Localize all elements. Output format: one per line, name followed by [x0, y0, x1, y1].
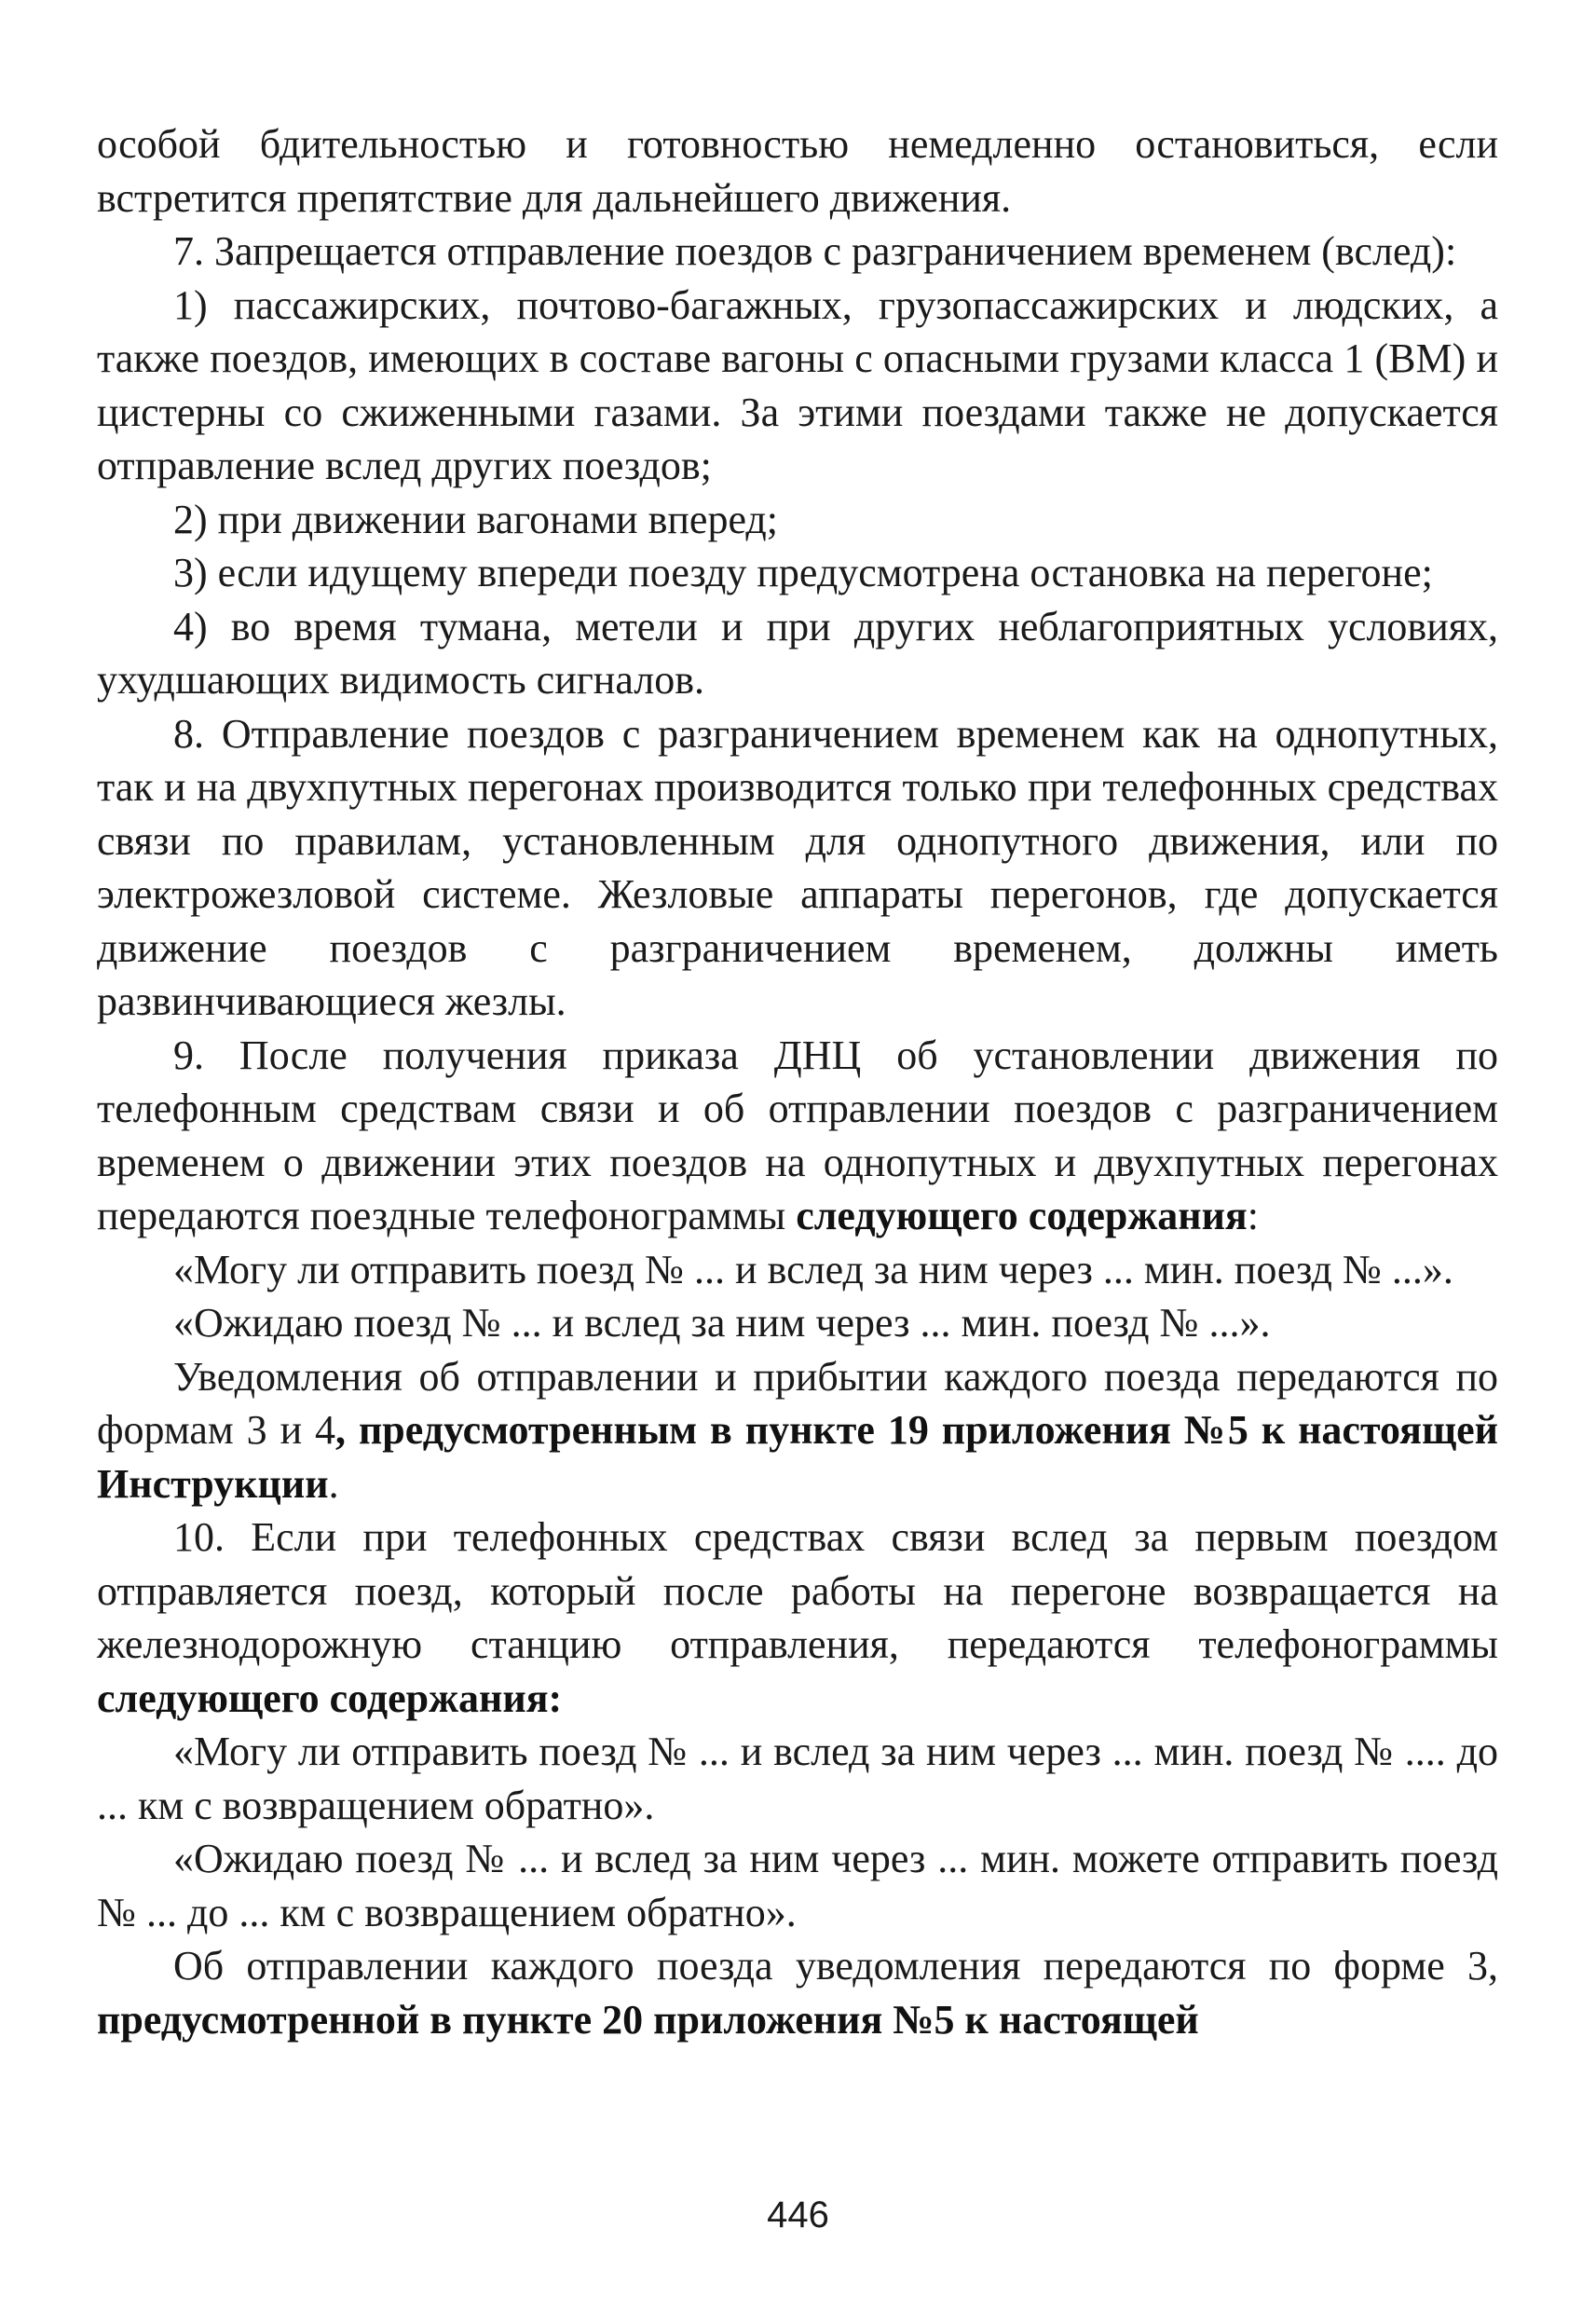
- paragraph: [97, 1939, 1498, 2046]
- paragraph: [97, 225, 1498, 279]
- bold-text-segment: следующего содержания: [796, 1193, 1248, 1238]
- paragraph: [97, 546, 1498, 600]
- text-segment: .: [328, 1460, 339, 1507]
- bold-text-segment: предусмотренной в пункте 20 приложения №5 к настоящей: [97, 1996, 1199, 2043]
- paragraph: [97, 600, 1498, 707]
- paragraph: [97, 1725, 1498, 1832]
- paragraph: [97, 1510, 1498, 1725]
- text-segment: Об отправлении каждого поезда уведомления передаются по форме 3,: [173, 1943, 1498, 1989]
- paragraph: [97, 1350, 1498, 1511]
- paragraph: [97, 1029, 1498, 1243]
- text-segment: 9. После получения приказа ДНЦ об установлении движения по телефонным средствам связи и об отправлении поездов с разграничением временем о движении этих поездов на однопутных и двухпутных перегонах передаются поездные телефонограммы: [97, 1032, 1498, 1238]
- text-segment: 3) если идущему впереди поезду предусмотрена остановка на перегоне;: [173, 550, 1433, 595]
- bold-text-segment: , предусмотренным в пункте 19 приложения №5 к настоящей Инструкции: [97, 1407, 1498, 1507]
- text-segment: 1) пассажирских, почтово-багажных, грузопассажирских и людских, а также поездов, имеющих в составе вагоны с опасными грузами класса 1 (ВМ) и цистерны со сжиженными газами. За этими поездами также не допускается отправление вслед других поездов;: [97, 281, 1498, 488]
- paragraph: [97, 707, 1498, 1029]
- text-segment: «Ожидаю поезд № ... и вслед за ним через ... мин. можете отправить поезд № ... до ... км с возвращением обратно».: [97, 1836, 1498, 1935]
- text-segment: 8. Отправление поездов с разграничением временем как на однопутных, так и на двухпутных перегонах производится только при телефонных средствах связи по правилам, установленным для однопутного движения, или по электрожезловой системе. Жезловые аппараты перегонов, где допускается движение поездов с разграничением временем, должны иметь развинчивающиеся жезлы.: [97, 710, 1498, 1024]
- text-segment: «Ожидаю поезд № ... и вслед за ним через ... мин. поезд № ...».: [173, 1300, 1271, 1346]
- paragraph: [97, 117, 1498, 225]
- page-number: 446: [767, 2194, 829, 2235]
- bold-text-segment: следующего содержания:: [97, 1674, 563, 1721]
- text-segment: 7. Запрещается отправление поездов с разграничением временем (вслед):: [173, 228, 1457, 274]
- paragraph: [97, 1832, 1498, 1939]
- text-segment: Уведомления об отправлении и прибытии каждого поезда передаются по формам 3 и 4: [97, 1353, 1498, 1453]
- text-segment: 10. Если при телефонных средствах связи вслед за первым поездом отправляется поезд, который после работы на перегоне возвращается на железнодорожную станцию отправления, передаются телефонограммы: [97, 1514, 1498, 1667]
- text-segment: :: [1247, 1193, 1259, 1238]
- paragraph: [97, 1296, 1498, 1350]
- text-segment: 2) при движении вагонами вперед;: [173, 496, 778, 542]
- paragraph: [97, 1243, 1498, 1297]
- paragraph: [97, 279, 1498, 493]
- paragraph: [97, 493, 1498, 547]
- text-segment: особой бдительностью и готовностью немедленно остановиться, если встретится препятствие для дальнейшего движения.: [97, 121, 1498, 221]
- text-segment: «Могу ли отправить поезд № ... и вслед за ним через ... мин. поезд № .... до ... км с возвращением обратно».: [97, 1729, 1498, 1828]
- text-segment: «Могу ли отправить поезд № ... и вслед за ним через ... мин. поезд № ...».: [173, 1246, 1453, 1292]
- text-segment: 4) во время тумана, метели и при других неблагоприятных условиях, ухудшающих видимость сигналов.: [97, 603, 1498, 703]
- body-text: [97, 117, 1498, 2046]
